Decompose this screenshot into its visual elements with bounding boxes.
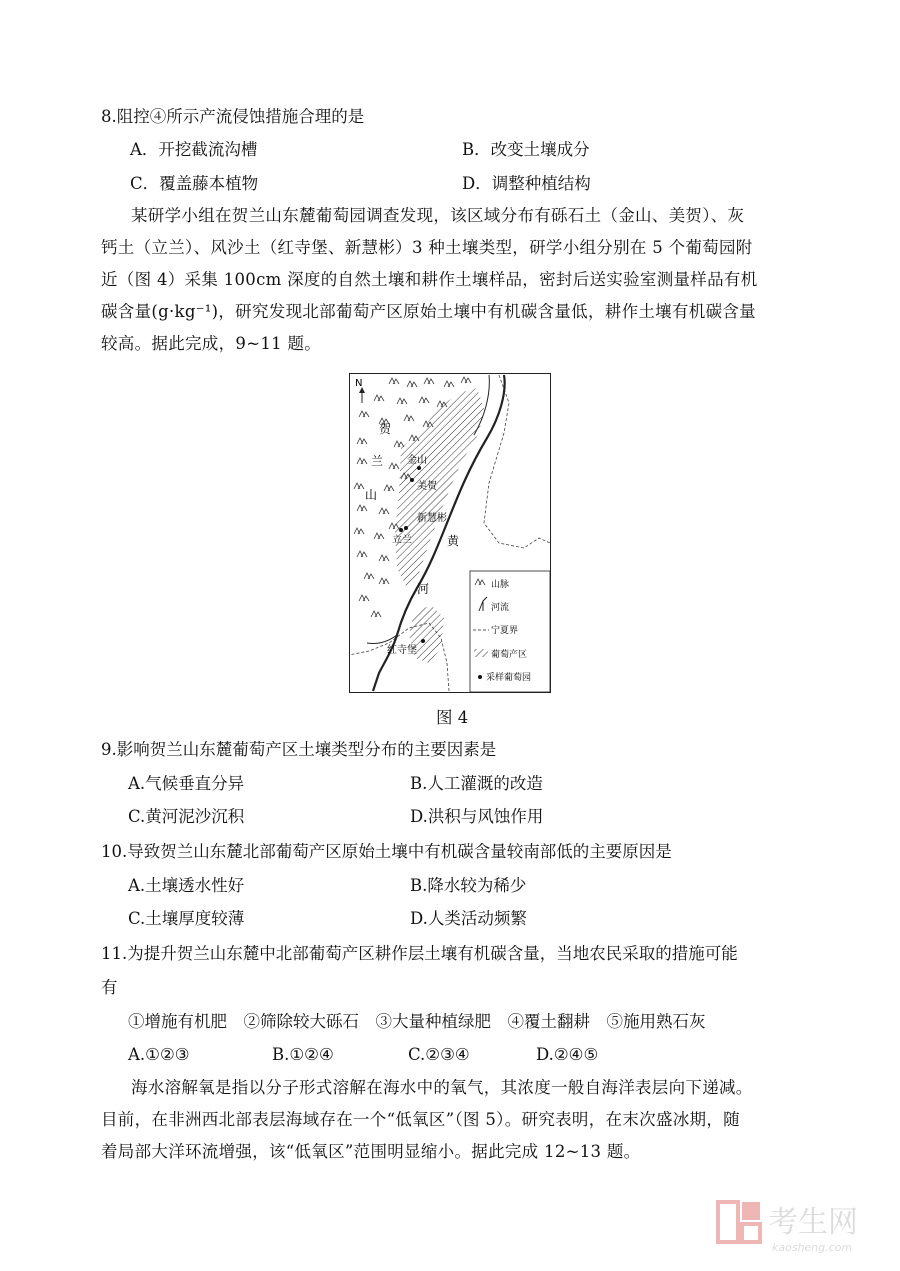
map-mountain-char: 贺 <box>379 422 392 436</box>
passage-1-line: 较高。据此完成，9~11 题。 <box>101 334 322 353</box>
north-label: N <box>355 378 363 389</box>
passage-2 <box>101 1072 753 1168</box>
question-11-items: ①增施有机肥 ②筛除较大砾石 ③大量种植绿肥 ④覆土翻耕 ⑤施用熟石灰 <box>128 1012 706 1031</box>
site-label-lilan: 立兰 <box>392 535 412 546</box>
question-11-option-d[interactable]: D.②④⑤ <box>536 1045 599 1064</box>
passage-1 <box>101 200 758 360</box>
site-label-xinhuibin: 新慧彬 <box>417 513 447 524</box>
question-9-option-b[interactable]: B.人工灌溉的改造 <box>410 774 543 793</box>
site-dot-xinhuibin[interactable] <box>404 526 408 530</box>
question-11-stem-cont: 有 <box>101 978 118 997</box>
question-9-option-d[interactable]: D.洪积与风蚀作用 <box>410 807 544 826</box>
question-10-option-d[interactable]: D.人类活动频繁 <box>410 909 527 928</box>
question-9-option-c[interactable]: C.黄河泥沙沉积 <box>128 807 245 826</box>
question-10-option-c[interactable]: C.土壤厚度较薄 <box>128 909 245 928</box>
map-legend <box>470 571 550 692</box>
question-11-option-a[interactable]: A.①②③ <box>128 1045 190 1064</box>
site-dot-hongsibao[interactable] <box>421 639 425 643</box>
question-10-option-a[interactable]: A.土壤透水性好 <box>128 876 245 895</box>
question-10-stem: 10.导致贺兰山东麓北部葡萄产区原始土壤中有机碳含量较南部低的主要原因是 <box>101 842 672 861</box>
map-river-char: 河 <box>417 582 430 596</box>
question-9-stem: 9.影响贺兰山东麓葡萄产区土壤类型分布的主要因素是 <box>101 740 497 759</box>
passage-2-line: 目前，在非洲西北部表层海域存在一个“低氧区”（图 5）。研究表明，在末次盛冰期，随 <box>101 1110 740 1129</box>
passage-1-line: 近（图 4）采集 100cm 深度的自然土壤和耕作土壤样品，密封后送实验室测量样品有机 <box>101 270 758 289</box>
site-dot-lilan[interactable] <box>399 528 403 532</box>
watermark-name: 考生网 <box>768 1205 858 1240</box>
question-11-option-c[interactable]: C.②③④ <box>408 1045 470 1064</box>
map-mountain-char: 山 <box>365 488 378 502</box>
site-dot-jinshan[interactable] <box>417 466 421 470</box>
site-dot-meihe[interactable] <box>410 478 414 482</box>
map-mountain-char: 兰 <box>371 454 384 468</box>
legend-vineyard: 葡萄产区 <box>491 650 528 660</box>
map-river-char: 黄 <box>447 534 460 548</box>
legend-river: 河流 <box>491 603 510 613</box>
site-label-jinshan: 金山 <box>407 455 427 466</box>
legend-sample-site: 采样葡萄园 <box>486 673 532 683</box>
passage-2-line: 着局部大洋环流增强，该“低氧区”范围明显缩小。据此完成 12~13 题。 <box>101 1142 641 1161</box>
passage-1-line: 钙土（立兰）、风沙土（红寺堡、新慧彬）3 种土壤类型，研学小组分别在 5 个葡萄园附 <box>101 238 753 257</box>
question-8-option-d[interactable]: D．调整种植结构 <box>462 174 591 193</box>
site-label-meihe: 美贺 <box>417 481 437 492</box>
passage-1-line: 某研学小组在贺兰山东麓葡萄园调查发现，该区域分布有砾石土（金山、美贺）、灰 <box>131 206 745 225</box>
vineyard-map <box>349 373 551 693</box>
question-11-option-b[interactable]: B.①②④ <box>272 1045 334 1064</box>
question-8-option-c[interactable]: C．覆盖藤本植物 <box>130 174 259 193</box>
passage-2-line: 海水溶解氧是指以分子形式溶解在海水中的氧气，其浓度一般自海洋表层向下递减。 <box>131 1078 753 1097</box>
question-8-option-b[interactable]: B．改变土壤成分 <box>462 140 590 159</box>
legend-border: 宁夏界 <box>491 626 519 636</box>
passage-1-line: 碳含量(g·kg⁻¹)，研究发现北部葡萄产区原始土壤中有机碳含量低，耕作土壤有机碳含量 <box>101 302 756 321</box>
question-9-option-a[interactable]: A.气候垂直分异 <box>128 774 245 793</box>
watermark-url: kaosheng.com <box>772 1241 853 1254</box>
question-8-stem: 8.阻控④所示产流侵蚀措施合理的是 <box>101 107 365 126</box>
question-11-stem: 11.为提升贺兰山东麓中北部葡萄产区耕作层土壤有机碳含量，当地农民采取的措施可能 <box>101 944 738 963</box>
question-10-option-b[interactable]: B.降水较为稀少 <box>410 876 527 895</box>
site-label-hongsibao: 红寺堡 <box>387 645 417 656</box>
question-8-option-a[interactable]: A．开挖截流沟槽 <box>130 140 258 159</box>
legend-mountain: 山脉 <box>491 580 510 590</box>
figure-caption: 图 4 <box>436 708 469 727</box>
watermark-logo <box>716 1196 886 1256</box>
